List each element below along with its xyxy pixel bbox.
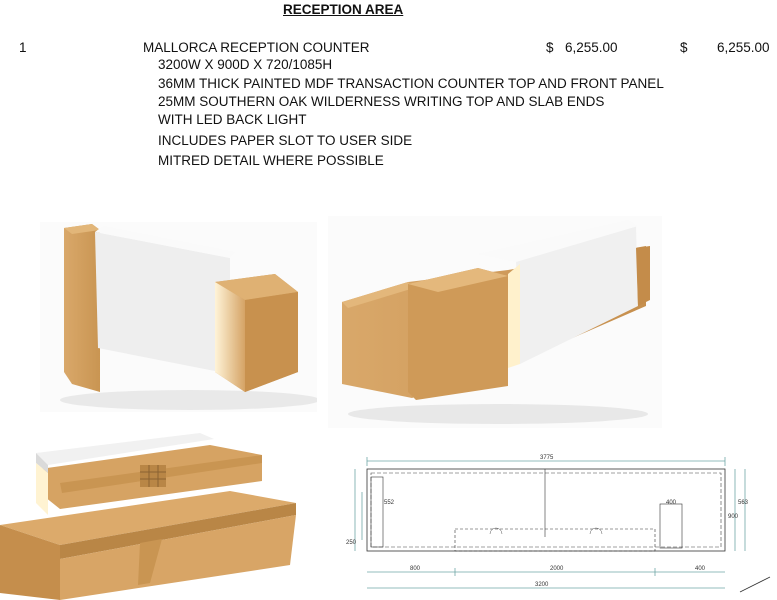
spec-line: WITH LED BACK LIGHT	[158, 112, 307, 127]
section-heading: RECEPTION AREA	[283, 2, 404, 17]
dim-bottom-right: 400	[695, 566, 706, 572]
unit-currency: $	[546, 40, 554, 55]
dim-right-a: 900	[728, 514, 739, 520]
unit-price: 6,255.00	[565, 40, 618, 55]
spec-line: MITRED DETAIL WHERE POSSIBLE	[158, 153, 384, 168]
spec-line: 3200W X 900D X 720/1085H	[158, 57, 333, 72]
total-price: 6,255.00	[717, 40, 770, 55]
spec-line: INCLUDES PAPER SLOT TO USER SIDE	[158, 133, 413, 148]
dim-left-b: 250	[346, 540, 357, 546]
spec-line: 36MM THICK PAINTED MDF TRANSACTION COUNTER TOP AND FRONT PANEL	[158, 76, 664, 91]
counter-render-front-left	[40, 222, 317, 412]
spec-line: 25MM SOUTHERN OAK WILDERNESS WRITING TOP AND SLAB ENDS	[158, 94, 605, 109]
dim-inner: 400	[666, 500, 677, 506]
dim-bottom-mid: 2000	[550, 566, 564, 572]
item-number: 1	[19, 40, 27, 55]
counter-render-user-side	[0, 433, 298, 600]
dim-bottom-left: 800	[410, 566, 421, 572]
counter-render-back-right	[328, 216, 662, 428]
dim-bottom-total: 3200	[535, 582, 549, 588]
dim-top: 3775	[540, 455, 554, 461]
dim-left-a: 552	[384, 500, 395, 506]
total-currency: $	[680, 40, 688, 55]
technical-plan-drawing	[340, 452, 777, 600]
item-title: MALLORCA RECEPTION COUNTER	[143, 40, 370, 55]
dim-right-b: 563	[738, 500, 749, 506]
